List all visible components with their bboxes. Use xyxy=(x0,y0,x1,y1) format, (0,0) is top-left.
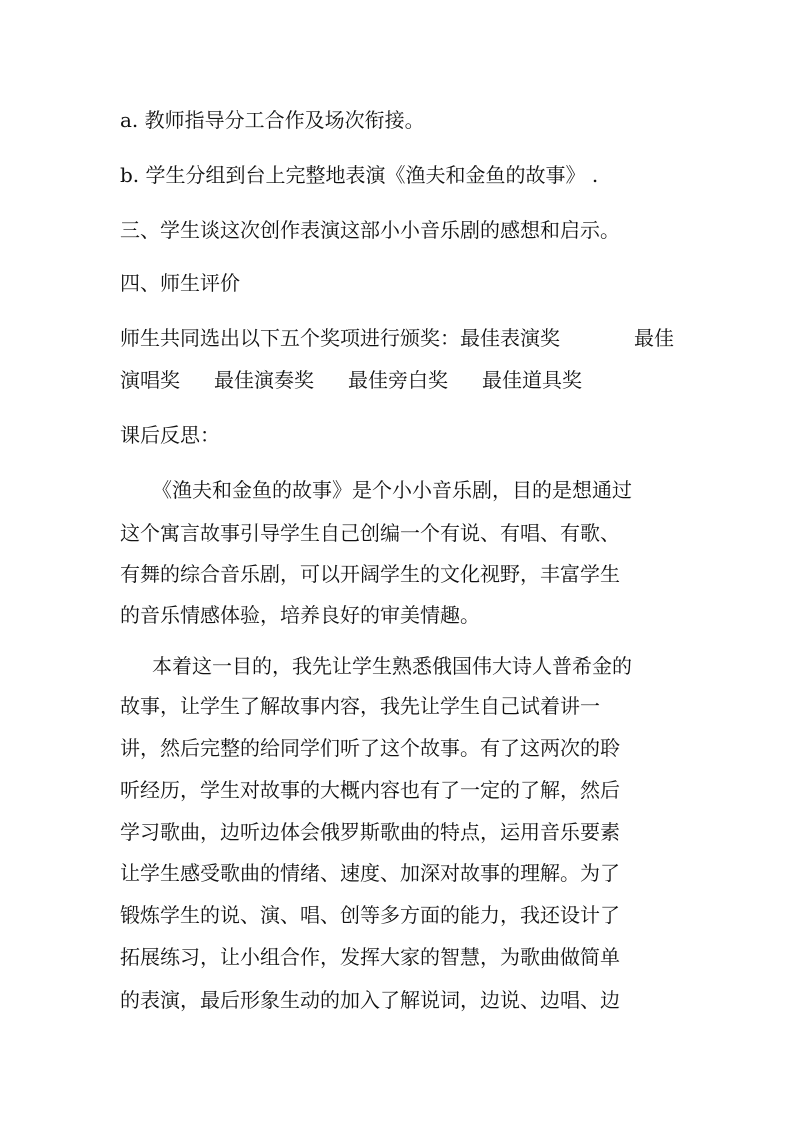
award-best-props: 最佳道具奖 xyxy=(482,368,582,392)
paragraph-1-line-2: 这个寓言故事引导学生自己创编一个有说、有唱、有歌、 xyxy=(120,521,620,545)
paragraph-2-line-6: 让学生感受歌曲的情绪、速度、加深对故事的理解。为了 xyxy=(120,861,620,885)
paragraph-2-line-4: 听经历，学生对故事的大概内容也有了一定的了解，然后 xyxy=(120,778,620,802)
paragraph-2-line-2: 故事，让学生了解故事内容，我先让学生自己试着讲一 xyxy=(120,694,600,718)
awards-line-2 xyxy=(120,368,674,392)
paragraph-2-line-7: 锻炼学生的说、演、唱、创等多方面的能力，我还设计了 xyxy=(120,903,620,927)
paragraph-1-line-1: 《渔夫和金鱼的故事》是个小小音乐剧，目的是想通过 xyxy=(152,478,632,502)
paragraph-2-line-9: 的表演，最后形象生动的加入了解说词，边说、边唱、边 xyxy=(120,988,620,1012)
step-a-text: a. 教师指导分工合作及场次衔接。 xyxy=(120,108,425,132)
award-best-narration: 最佳旁白奖 xyxy=(348,368,448,392)
reflection-heading: 课后反思： xyxy=(120,423,220,447)
awards-line-1 xyxy=(120,326,674,350)
award-best-singing-part2: 演唱奖 xyxy=(120,368,180,392)
section-four-heading: 四、师生评价 xyxy=(120,271,240,295)
award-best-instrumental: 最佳演奏奖 xyxy=(214,368,314,392)
award-best-singing-part1: 最佳 xyxy=(634,326,674,350)
awards-intro: 师生共同选出以下五个奖项进行颁奖：最佳表演奖 xyxy=(120,326,560,350)
paragraph-1-line-4: 的音乐情感体验，培养良好的审美情趣。 xyxy=(120,603,480,627)
paragraph-1-line-3: 有舞的综合音乐剧，可以开阔学生的文化视野，丰富学生 xyxy=(120,562,620,586)
paragraph-2-line-3: 讲，然后完整的给同学们听了这个故事。有了这两次的聆 xyxy=(120,736,620,760)
paragraph-2-line-1: 本着这一目的，我先让学生熟悉俄国伟大诗人普希金的 xyxy=(152,654,632,678)
paragraph-2-line-8: 拓展练习，让小组合作，发挥大家的智慧，为歌曲做简单 xyxy=(120,945,620,969)
paragraph-2-line-5: 学习歌曲，边听边体会俄罗斯歌曲的特点，运用音乐要素 xyxy=(120,820,620,844)
step-b-text: b. 学生分组到台上完整地表演《渔夫和金鱼的故事》 . xyxy=(120,163,599,187)
section-three-text: 三、学生谈这次创作表演这部小小音乐剧的感想和启示。 xyxy=(120,218,620,242)
